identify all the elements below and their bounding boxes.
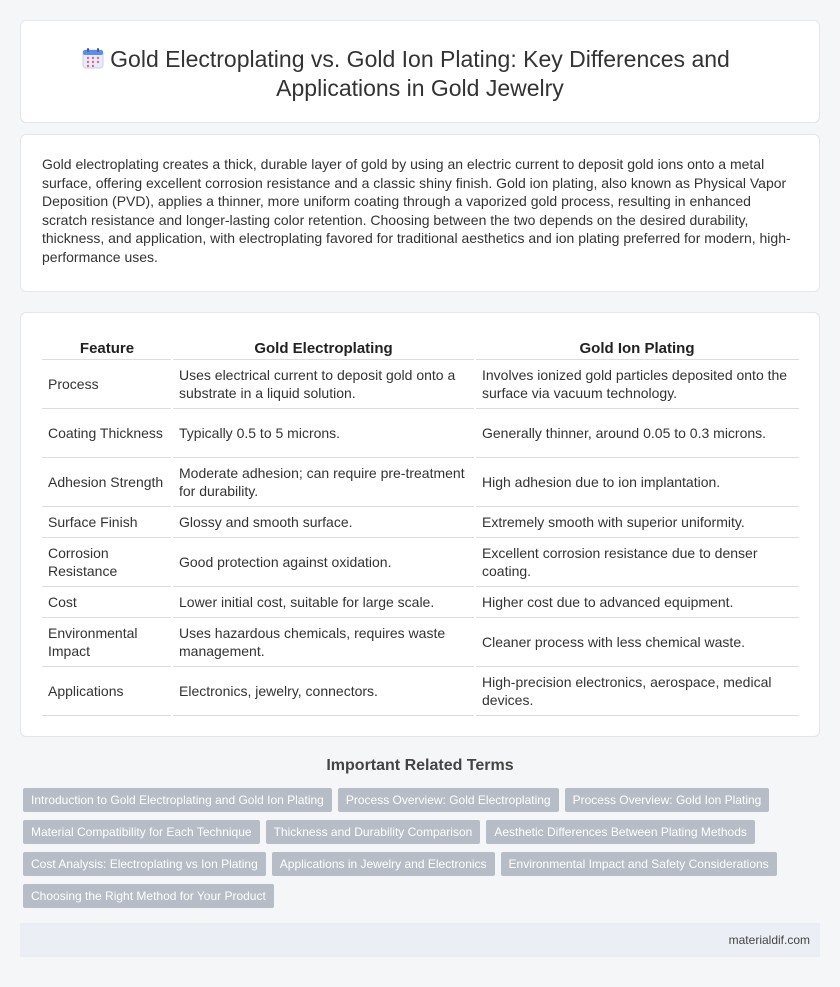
related-term-tag[interactable]: Environmental Impact and Safety Considerations	[501, 852, 777, 876]
table-row	[42, 586, 799, 617]
electroplating-cell: Good protection against oxidation.	[172, 537, 475, 586]
electroplating-cell: Moderate adhesion; can require pre-treatment for durability.	[172, 457, 475, 506]
related-term-tag[interactable]: Thickness and Durability Comparison	[266, 820, 481, 844]
feature-cell: Coating Thickness	[42, 408, 172, 457]
feature-cell: Process	[42, 359, 172, 408]
header-electroplating: Gold Electroplating	[172, 333, 475, 359]
feature-cell: Surface Finish	[42, 506, 172, 537]
ion-plating-cell: Excellent corrosion resistance due to denser coating.	[475, 537, 799, 586]
comparison-card	[20, 312, 820, 737]
related-term-tag[interactable]: Process Overview: Gold Electroplating	[338, 788, 559, 812]
table-row	[42, 408, 799, 457]
related-terms-heading: Important Related Terms	[326, 757, 514, 774]
related-term-tag[interactable]: Applications in Jewelry and Electronics	[272, 852, 495, 876]
related-term-tag[interactable]: Material Compatibility for Each Technique	[23, 820, 260, 844]
header-feature: Feature	[42, 333, 172, 359]
intro-paragraph: Gold electroplating creates a thick, durable layer of gold by using an electric current to deposit gold ions onto a metal surface, offering excellent corrosion resistance and a classic shiny finish. Gold ion plating, also known as Physical Vapor Deposition (PVD), applies a thinner, more uniform coating through a vaporized gold process, resulting in enhanced scratch resistance and longer-lasting color retention. Choosing between the two depends on the desired durability, thickness, and application, with electroplating favored for traditional aesthetics and ion plating preferred for modern, high-performance uses.	[42, 156, 791, 265]
table-row	[42, 666, 799, 715]
related-terms-list	[23, 788, 793, 916]
electroplating-cell: Lower initial cost, suitable for large scale.	[172, 586, 475, 617]
feature-cell: Adhesion Strength	[42, 457, 172, 506]
feature-cell: Applications	[42, 666, 172, 715]
related-term-tag[interactable]: Cost Analysis: Electroplating vs Ion Plating	[23, 852, 266, 876]
table-row	[42, 506, 799, 537]
feature-cell: Cost	[42, 586, 172, 617]
electroplating-cell: Uses hazardous chemicals, requires waste management.	[172, 617, 475, 666]
ion-plating-cell: Higher cost due to advanced equipment.	[475, 586, 799, 617]
ion-plating-cell: High adhesion due to ion implantation.	[475, 457, 799, 506]
table-row	[42, 537, 799, 586]
related-term-tag[interactable]: Aesthetic Differences Between Plating Methods	[486, 820, 755, 844]
feature-cell: Corrosion Resistance	[42, 537, 172, 586]
electroplating-cell: Glossy and smooth surface.	[172, 506, 475, 537]
footer-site-link[interactable]: materialdif.com	[728, 933, 810, 947]
related-term-tag[interactable]: Choosing the Right Method for Your Product	[23, 884, 274, 908]
footer	[20, 923, 820, 957]
electroplating-cell: Electronics, jewelry, connectors.	[172, 666, 475, 715]
electroplating-cell: Uses electrical current to deposit gold onto a substrate in a liquid solution.	[172, 359, 475, 408]
ion-plating-cell: Cleaner process with less chemical waste.	[475, 617, 799, 666]
table-row	[42, 617, 799, 666]
ion-plating-cell: Extremely smooth with superior uniformity.	[475, 506, 799, 537]
related-term-tag[interactable]: Introduction to Gold Electroplating and Gold Ion Plating	[23, 788, 332, 812]
header-card	[20, 20, 820, 123]
related-term-tag[interactable]: Process Overview: Gold Ion Plating	[565, 788, 770, 812]
ion-plating-cell: High-precision electronics, aerospace, medical devices.	[475, 666, 799, 715]
header-ion-plating: Gold Ion Plating	[475, 333, 799, 359]
intro-card	[20, 134, 820, 292]
feature-cell: Environmental Impact	[42, 617, 172, 666]
ion-plating-cell: Involves ionized gold particles deposited onto the surface via vacuum technology.	[475, 359, 799, 408]
table-row	[42, 359, 799, 408]
electroplating-cell: Typically 0.5 to 5 microns.	[172, 408, 475, 457]
ion-plating-cell: Generally thinner, around 0.05 to 0.3 microns.	[475, 408, 799, 457]
comparison-table	[42, 333, 799, 716]
page-title: Gold Electroplating vs. Gold Ion Plating: Key Differences and Applications in Gold Jewelry	[110, 46, 730, 101]
table-header-row	[42, 333, 799, 359]
table-row	[42, 457, 799, 506]
